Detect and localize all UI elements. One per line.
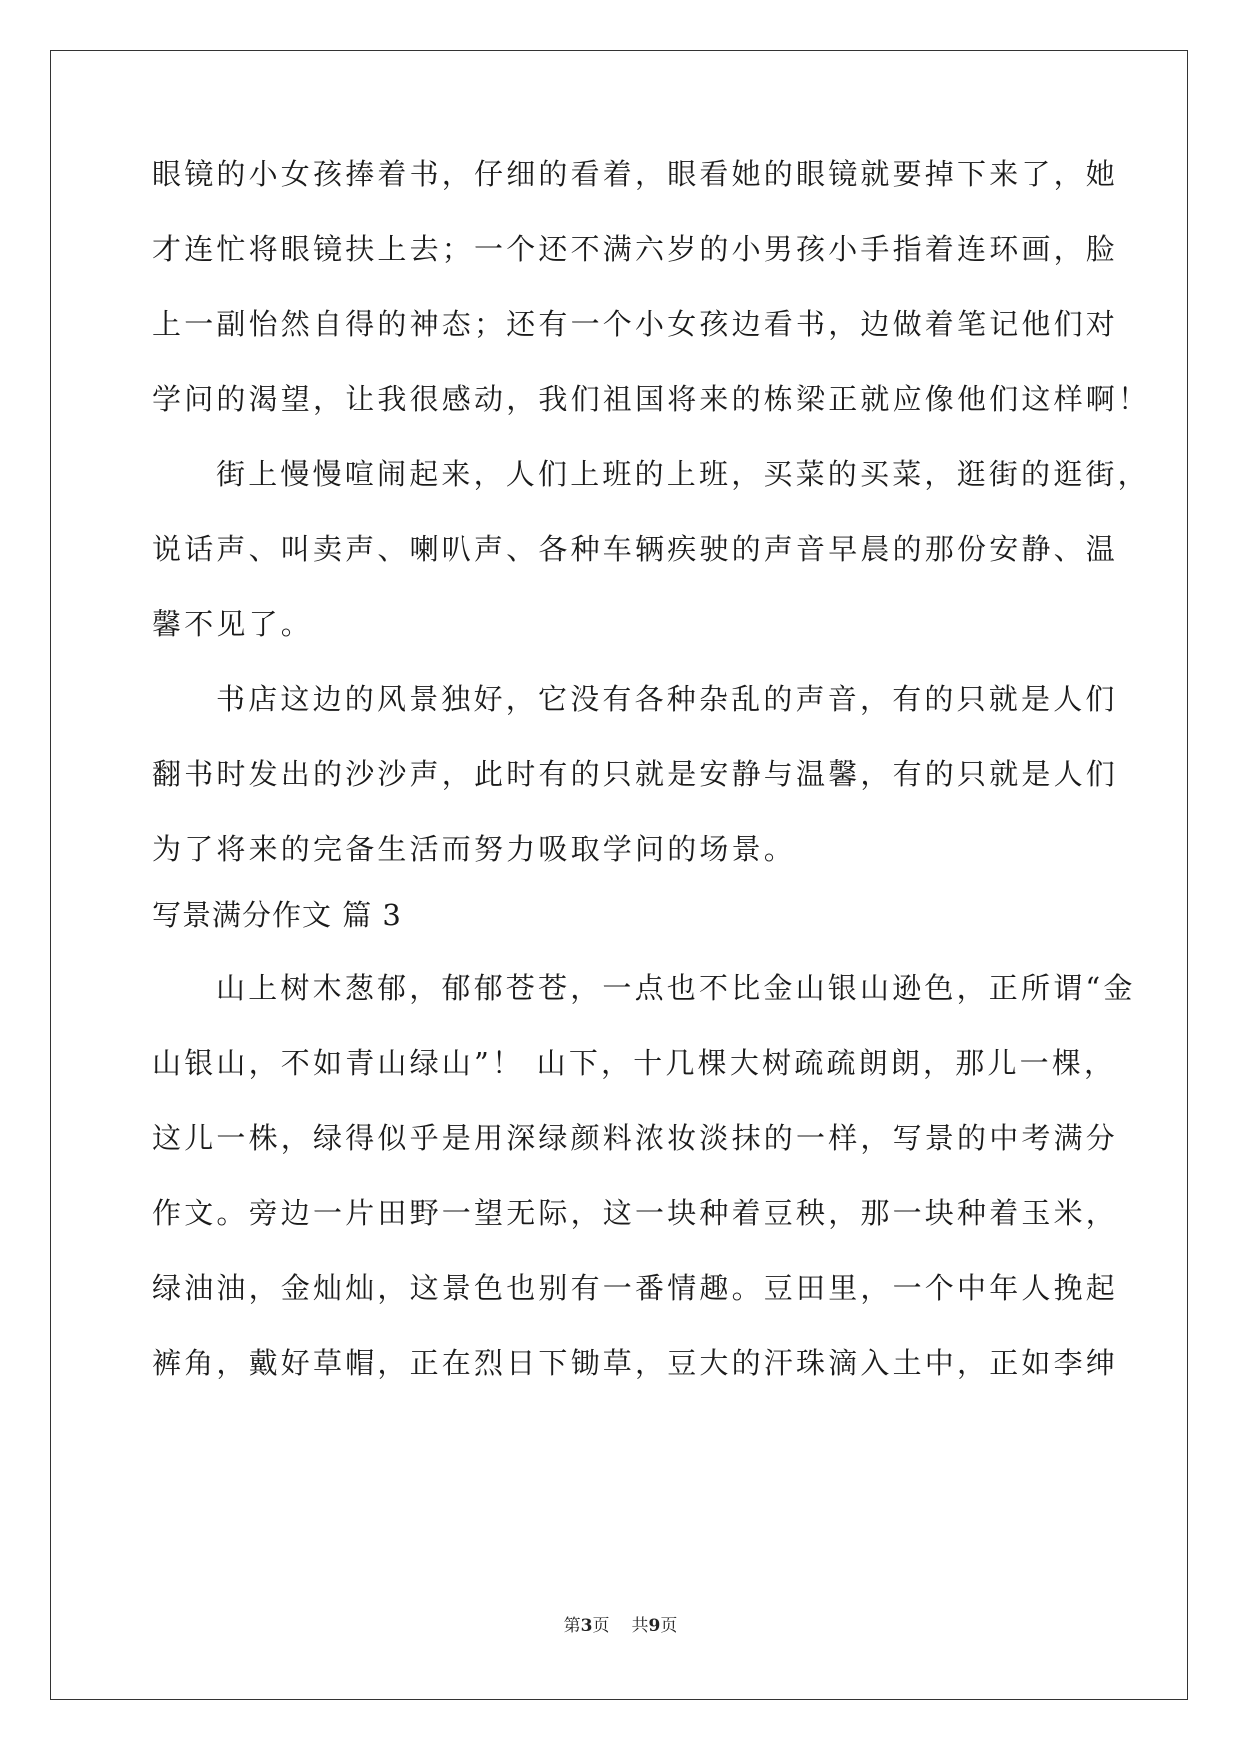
section-heading: 写景满分作文 篇 3 xyxy=(152,898,402,932)
text-line: 上一副怡然自得的神态；还有一个小女孩边看书，边做着笔记他们对 xyxy=(152,307,1119,341)
page-prefix: 第 xyxy=(563,1616,581,1636)
text-line: 学问的渴望，让我很感动，我们祖国将来的栋梁正就应像他们这样啊！ xyxy=(152,382,1151,416)
text-line: 作文。旁边一片田野一望无际，这一块种着豆秧，那一块种着玉米， xyxy=(152,1196,1119,1230)
page-number: 3 xyxy=(580,1616,593,1636)
page-total: 9 xyxy=(648,1616,661,1636)
text-line: 才连忙将眼镜扶上去；一个还不满六岁的小男孩小手指着连环画，脸 xyxy=(152,232,1119,266)
total-prefix: 共 xyxy=(631,1616,649,1636)
text-line: 说话声、叫卖声、喇叭声、各种车辆疾驶的声音早晨的那份安静、温 xyxy=(152,532,1119,566)
text-line: 裤角，戴好草帽，正在烈日下锄草，豆大的汗珠滴入土中，正如李绅 xyxy=(152,1346,1119,1380)
text-line: 眼镜的小女孩捧着书，仔细的看着，眼看她的眼镜就要掉下来了，她 xyxy=(152,157,1119,191)
total-suffix: 页 xyxy=(660,1616,678,1636)
text-line: 为了将来的完备生活而努力吸取学问的场景。 xyxy=(152,832,797,866)
page-border xyxy=(50,50,1188,1700)
text-line: 书店这边的风景独好，它没有各种杂乱的声音，有的只就是人们 xyxy=(216,682,1118,716)
page-footer xyxy=(0,1614,1241,1638)
page-suffix: 页 xyxy=(592,1616,610,1636)
text-line: 馨不见了。 xyxy=(152,607,314,641)
text-line: 街上慢慢喧闹起来，人们上班的上班，买菜的买菜，逛街的逛街， xyxy=(216,457,1150,491)
text-line: 山银山，不如青山绿山”！ 山下，十几棵大树疏疏朗朗，那儿一棵， xyxy=(152,1046,1117,1080)
text-line: 这儿一株，绿得似乎是用深绿颜料浓妆淡抹的一样，写景的中考满分 xyxy=(152,1121,1119,1155)
text-line: 绿油油，金灿灿，这景色也别有一番情趣。豆田里，一个中年人挽起 xyxy=(152,1271,1119,1305)
text-line: 翻书时发出的沙沙声，此时有的只就是安静与温馨，有的只就是人们 xyxy=(152,757,1119,791)
text-line: 山上树木葱郁，郁郁苍苍，一点也不比金山银山逊色，正所谓“金 xyxy=(216,971,1136,1005)
